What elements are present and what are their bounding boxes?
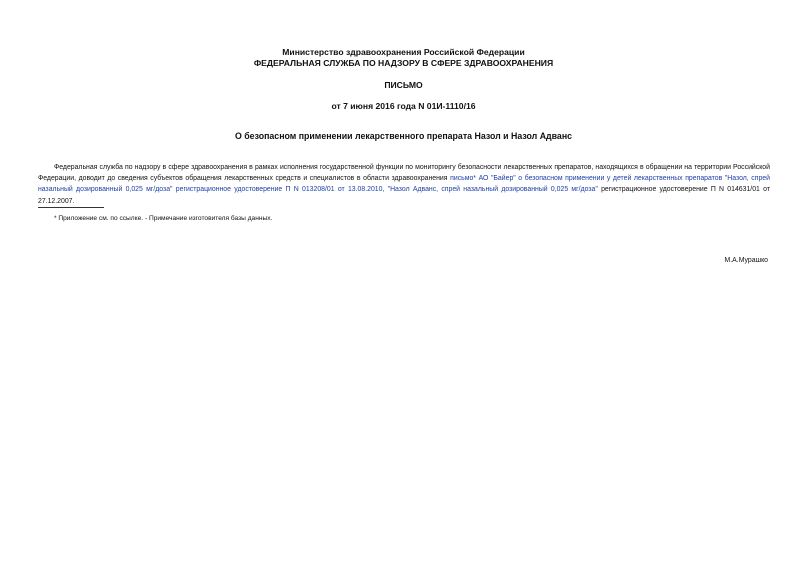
footnote: * Приложение см. по ссылке. - Примечание изготовителя базы данных. xyxy=(54,215,273,222)
ministry-name: Министерство здравоохранения Российской Федерации xyxy=(282,47,525,57)
letter-link[interactable]: письмо* АО "Байер" о безопасном применении у детей лекарственных препаратов "Назол, спрей назальный дозированный 0,025 мг/доза" регистрационное удостоверение П N 013208/01 от 13.08.2010, "Назол Адванс, спрей назальный дозированный 0,025 мг/доза" xyxy=(38,175,770,194)
body-text-end: регистрационное удостоверение П N 014631/01 от 27.12.2007. xyxy=(38,186,770,205)
body-text-start: Федеральная служба по надзору в сфере здравоохранения в рамках исполнения государственной функции по мониторингу безопасности лекарственных препаратов, находящихся в обращении на территории Российской Федерации, доводит до сведения субъектов обращения лекарственных средств и специалистов в области здравоохранения xyxy=(38,164,770,183)
service-name: ФЕДЕРАЛЬНАЯ СЛУЖБА ПО НАДЗОРУ В СФЕРЕ ЗДРАВООХРАНЕНИЯ xyxy=(253,58,554,68)
document-title: О безопасном применении лекарственного препарата Назол и Назол Адванс xyxy=(234,131,573,141)
document-date-number: от 7 июня 2016 года N 01И-1110/16 xyxy=(331,101,476,111)
signature: М.А.Мурашко xyxy=(724,257,768,264)
document-type: ПИСЬМО xyxy=(384,80,423,90)
document-body xyxy=(38,162,770,207)
footnote-divider xyxy=(38,207,104,208)
